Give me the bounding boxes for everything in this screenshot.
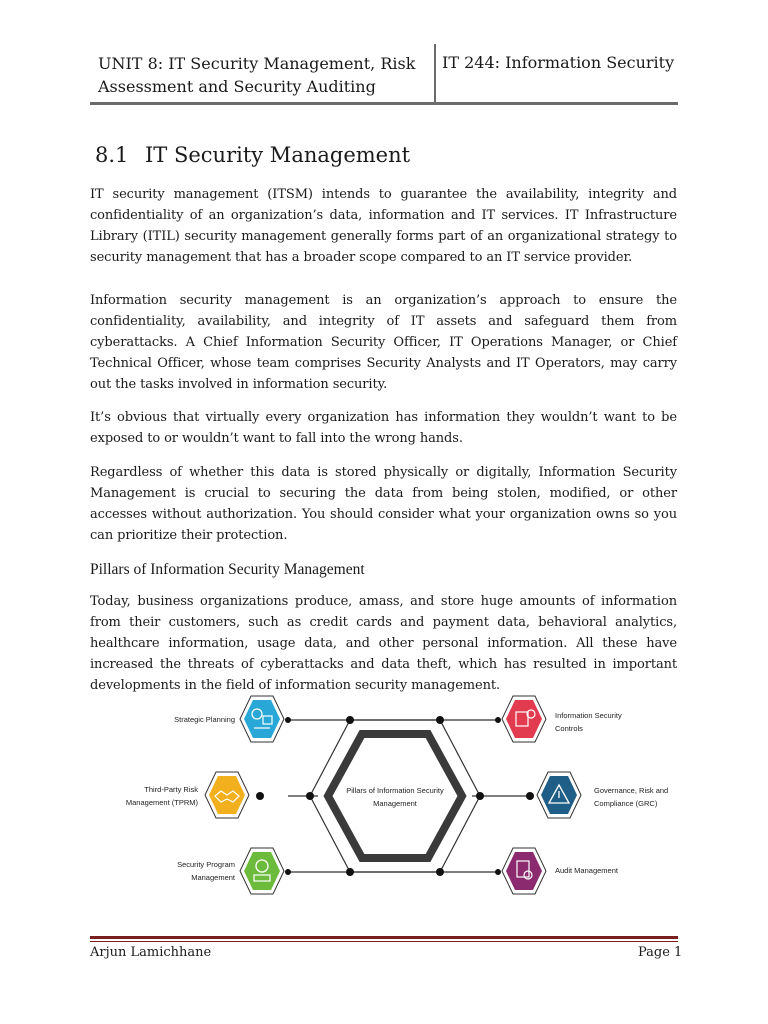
- controls-icon: [502, 696, 546, 742]
- course-title: IT 244: Information Security: [442, 53, 675, 72]
- pillars-diagram: [110, 692, 700, 902]
- paragraph-4: Regardless of whether this data is stored physically or digitally, Information Security Management is crucial to securing the data from being stolen, modified, or other accesses without authorization. You should consider what your organization owns so you can prioritize their protection.: [90, 465, 677, 543]
- diagram-center-label: Pillars of Information Security Management: [346, 786, 444, 808]
- footer-author: Arjun Lamichhane: [90, 945, 212, 960]
- header-rule: [90, 102, 678, 105]
- subsection-paragraph: Today, business organizations produce, amass, and store huge amounts of information from their customers, such as credit cards and payment data, behavioral analytics, healthcare information, usage data, and other personal information. All these have increased the threats of cyberattacks and data theft, which has resulted in important developments in the field of information security management.: [90, 594, 677, 693]
- paragraph-3: It’s obvious that virtually every organization has information they wouldn’t want to be exposed to or wouldn’t want to fall into the wrong hands.: [90, 410, 677, 446]
- audit-icon: [502, 848, 546, 894]
- handshake-icon: [205, 772, 249, 818]
- header-divider: [434, 44, 436, 104]
- section-heading: [95, 140, 410, 170]
- page-number: Page 1: [638, 945, 683, 960]
- footer-rule-thin: [90, 941, 678, 942]
- page-header: [90, 44, 678, 106]
- program-icon: [240, 848, 284, 894]
- strategy-icon: [240, 696, 284, 742]
- pillar-label: Governance, Risk and Compliance (GRC): [594, 786, 669, 808]
- paragraph-1: IT security management (ITSM) intends to guarantee the availability, integrity and confidentiality of an organization’s data, information and IT services. IT Infrastructure Library (ITIL) security management generally forms part of an organizational strategy to security management that has a broader scope compared to an IT service provider.: [90, 187, 677, 265]
- pillar-label: Strategic Planning: [174, 715, 235, 724]
- section-number: 8.1: [95, 143, 129, 167]
- pillar-label: Audit Management: [555, 866, 618, 875]
- pillar-label: Information Security Controls: [555, 711, 622, 733]
- pillar-label: Security Program Management: [177, 860, 235, 882]
- pillar-label: Third-Party Risk Management (TPRM): [125, 785, 198, 807]
- unit-title: UNIT 8: IT Security Management, Risk Assessment and Security Auditing: [98, 54, 416, 96]
- paragraph-2: Information security management is an organization’s approach to ensure the confidentiality, availability, and integrity of IT assets and safeguard them from cyberattacks. A Chief Information Security Officer, IT Operations Manager, or Chief Technical Officer, whose team comprises Security Analysts and IT Operators, may carry out the tasks involved in information security.: [90, 293, 677, 392]
- footer-rule: [90, 936, 678, 939]
- grc-icon: [537, 772, 581, 818]
- subsection-heading: Pillars of Information Security Management: [90, 561, 365, 578]
- section-title: IT Security Management: [145, 143, 411, 167]
